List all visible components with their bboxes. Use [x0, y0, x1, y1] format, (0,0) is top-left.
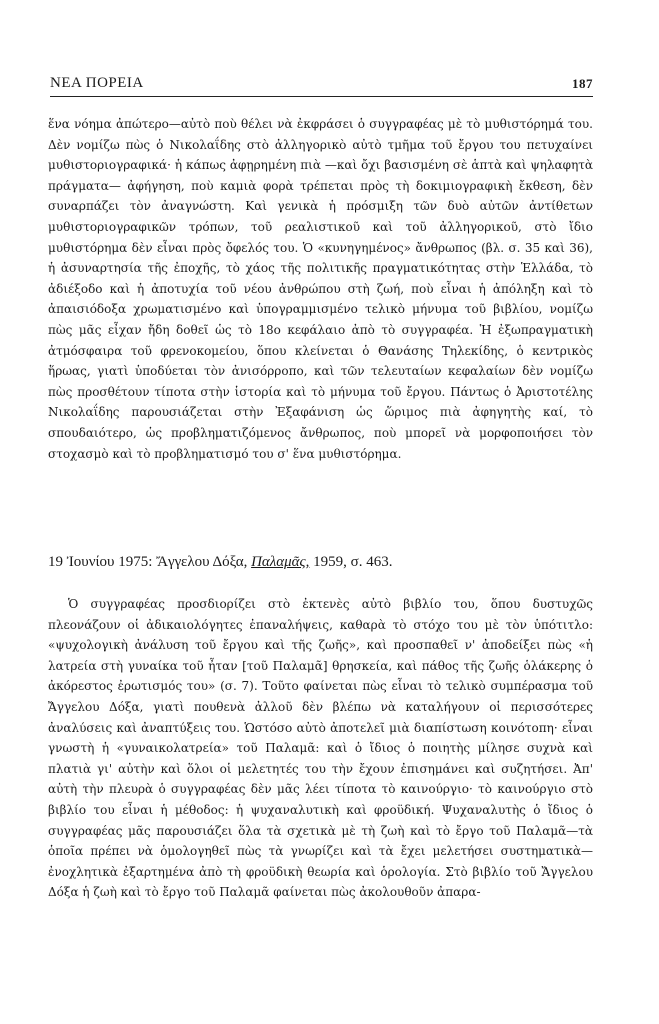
- entry-date: 19 Ἰουνίου 1975:: [48, 554, 153, 570]
- paragraph-text: ἕνα νόημα ἀπώτερο—αὐτὸ ποὺ θέλει νὰ ἐκφράσει ὁ συγγραφέας μὲ τὸ μυθιστόρημά του. Δὲν νομίζω πὼς ὁ Νικολαΐδης στὸ ἀλληγορικὸ αὐτὸ τμῆμα τοῦ ἔργου του πετυχαίνει μυθιστοριογραφικά· ἡ κάπως ἀφῃρημένη πιὰ —καὶ ὄχι βασισμένη σὲ ἁπτὰ καὶ ψηλαφητὰ πράγματα— ἀφήγηση, ποὺ καμιὰ φορὰ τρέπεται πρὸς τὴ δοκιμιογραφικὴ ἔκθεση, δὲν συναρπάζει τὸν ἀναγνώστη. Καὶ γενικὰ ἡ πρόσμιξη τῶν δυὸ αὐτῶν ἀντίθετων μυθιστοριογραφικῶν τρόπων, τοῦ ρεαλιστικοῦ καὶ τοῦ ἀλληγορικοῦ, στὸ ἴδιο μυθιστόρημα δὲν εἶναι πρὸς ὄφελός του. Ὁ «κυνηγημένος» ἄνθρωπος (βλ. σ. 35 καὶ 36), ἡ ἀσυναρτησία τῆς ἐποχῆς, τὸ χάος τῆς πολιτικῆς πραγματικότητας στὴν Ἑλλάδα, τὸ ἀδιέξοδο καὶ ἡ ἀποτυχία τοῦ νέου ἀνθρώπου στὴ ζωή, ποὺ εἶναι ἡ ἀπόληξη καὶ τὸ ἀπαισιόδοξα χρωματισμένο καὶ ὑπογραμμισμένο τελικὸ μήνυμα τοῦ βιβλίου, νομίζω πὼς μᾶς εἶχαν ἤδη δοθεῖ ὡς τὸ 18ο κεφάλαιο ἀπὸ τὸ συγγραφέα. Ἡ ἐξωπραγματικὴ ἀτμόσφαιρα τοῦ φρενοκομείου, ὅπου κλείνεται ὁ Θανάσης Τηλεκίδης, ὁ κεντρικὸς ἥρωας, γιατὶ ὑποδύεται τὸν ἀνισόρροπο, καὶ τῶν τελευταίων κεφαλαίων δὲν νομίζω πὼς προσθέτουν τίποτα στὴν ἱστορία καὶ τὸ μήνυμα τοῦ ἔργου. Πάντως ὁ Ἀριστοτέλης Νικολαΐδης παρουσιάζεται στὴν Ἐξαφάνιση ὡς ὥριμος πιὰ ἀφηγητὴς καί, τὸ σπουδαιότερο, ὡς προβληματιζόμενος ἄνθρωπος, ποὺ μπορεῖ νὰ μορφοποιήσει τὸν στοχασμὸ καὶ τὸ προβληματισμό του σ' ἕνα μυθιστόρημα.: [48, 117, 593, 461]
- entry-book-title: Παλαμᾶς,: [251, 554, 310, 570]
- entry-author: Ἄγγελου Δόξα,: [156, 554, 248, 570]
- page-number: 187: [572, 76, 593, 91]
- review-entry-heading: [48, 552, 593, 572]
- review-paragraph: [48, 594, 593, 903]
- review-paragraph-continuation: [48, 114, 593, 464]
- paragraph-text: Ὁ συγγραφέας προσδιορίζει στὸ ἐκτενὲς αὐτὸ βιβλίο του, ὅπου δυστυχῶς πλεονάζουν οἱ ἀδικαιολόγητες ἐπαναλήψεις, καθαρὰ τὸ στόχο του μὲ τὸν ὑπότιτλο: «ψυχολογικὴ ἀνάλυση τοῦ ἔργου καὶ τῆς ζωῆς», καὶ προσπαθεῖ ν' ἀποδείξει πὼς «ἡ λατρεία στὴ γυναίκα τοῦ ἦταν [τοῦ Παλαμᾶ] θρησκεία, καὶ πάθος τῆς ζωῆς ὁλάκερης ὁ ἀκόρεστος ἐρωτισμός του» (σ. 7). Τοῦτο φαίνεται πὼς εἶναι τὸ τελικὸ συμπέρασμα τοῦ Ἄγγελου Δόξα, γιατὶ πουθενὰ ἀλλοῦ δὲν βλέπω νὰ καταλήγουν οἱ περισσότερες ἀναλύσεις καὶ ἀναπτύξεις του. Ὡστόσο αὐτὸ ἀποτελεῖ μιὰ διαπίστωση κοινότοπη· εἶναι γνωστὴ ἡ «γυναικολατρεία» τοῦ Παλαμᾶ: καὶ ὁ ἴδιος ὁ ποιητὴς μίλησε συχνὰ καὶ πλατιὰ γι' αὐτὴν καὶ ὅλοι οἱ μελετητές του τὴν ἔχουν ἐπισημάνει καὶ συζητήσει. Ἀπ' αὐτὴ τὴν πλευρὰ ὁ συγγραφέας δὲν μᾶς λέει τίποτα τὸ καινούργιο· τὸ καινούργιο στὸ βιβλίο του εἶναι ἡ μέθοδος: ἡ ψυχαναλυτικὴ καὶ φροϋδική. Ψυχαναλυτὴς ὁ ἴδιος ὁ συγγραφέας μᾶς παρουσιάζει ὅλα τὰ σχετικὰ μὲ τὴ ζωὴ καὶ τὸ ἔργο τοῦ Παλαμᾶ—τὰ ὁποῖα πρέπει νὰ ὁμολογηθεῖ πὼς τὰ γνωρίζει καὶ τὰ ἔχει μελετήσει συστηματικὰ—ἐνοχλητικὰ ἐξαρτημένα ἀπὸ τὴ φροϋδικὴ θεωρία καὶ ὁρολογία. Στὸ βιβλίο τοῦ Ἄγγελου Δόξα ἡ ζωὴ καὶ τὸ ἔργο τοῦ Παλαμᾶ φαίνεται πὼς ἀκολουθοῦν ἀπαρα-: [48, 597, 593, 900]
- entry-details: 1959, σ. 463.: [313, 554, 393, 570]
- journal-title: ΝΕΑ ΠΟΡΕΙΑ: [50, 75, 144, 91]
- running-head: [50, 68, 593, 97]
